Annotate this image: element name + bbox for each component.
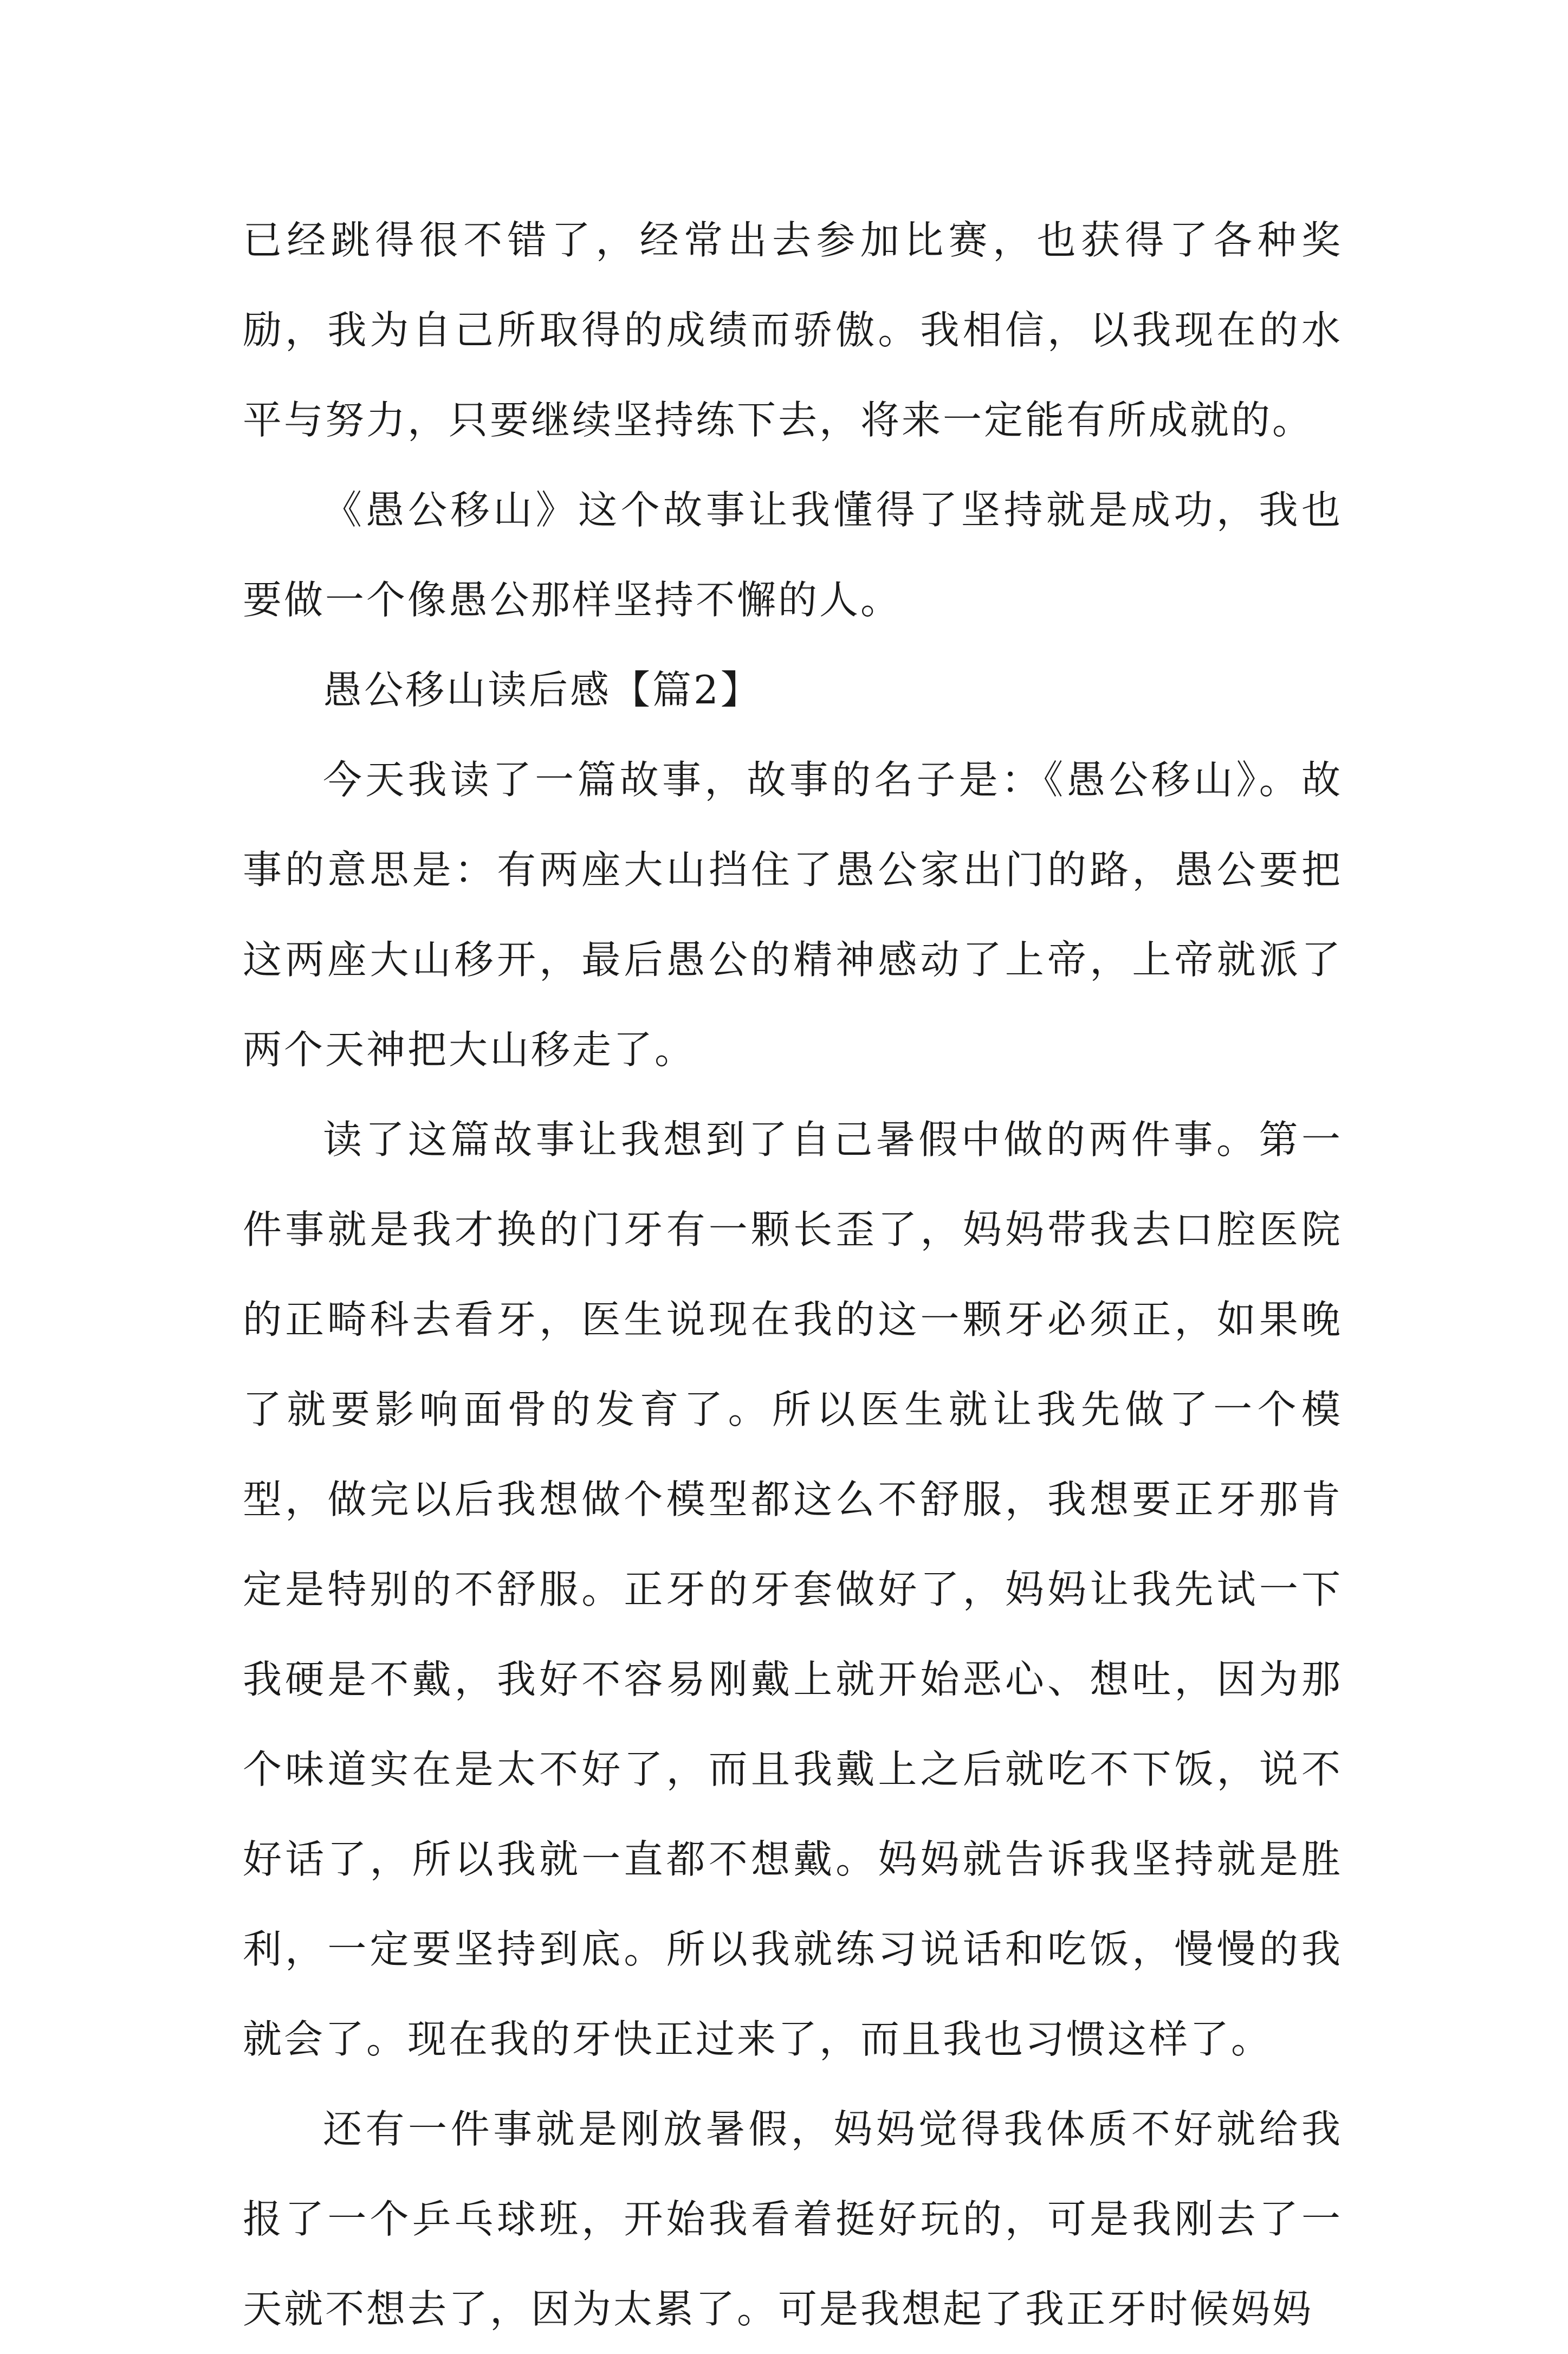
- document-body: [243, 195, 1343, 2354]
- paragraph-5: 还有一件事就是刚放暑假，妈妈觉得我体质不好就给我报了一个乒乓球班，开始我看着挺好玩的，可是我刚去了一天就不想去了，因为太累了。可是我想起了我正牙时候妈妈: [243, 2106, 1343, 2332]
- section-heading: 愚公移山读后感【篇2】: [323, 667, 762, 713]
- paragraph-3: 今天我读了一篇故事，故事的名子是：《愚公移山》。故事的意思是：有两座大山挡住了愚公家出门的路，愚公要把这两座大山移开，最后愚公的精神感动了上帝，上帝就派了两个天神把大山移走了。: [243, 757, 1343, 1072]
- paragraph-2: 《愚公移山》这个故事让我懂得了坚持就是成功，我也要做一个像愚公那样坚持不懈的人。: [243, 487, 1343, 623]
- paragraph-1: 已经跳得很不错了，经常出去参加比赛，也获得了各种奖励，我为自己所取得的成绩而骄傲。我相信，以我现在的水平与努力，只要继续坚持练下去，将来一定能有所成就的。: [243, 217, 1343, 443]
- paragraph-4: 读了这篇故事让我想到了自己暑假中做的两件事。第一件事就是我才换的门牙有一颗长歪了，妈妈带我去口腔医院的正畸科去看牙，医生说现在我的这一颗牙必须正，如果晚了就要影响面骨的发育了。所以医生就让我先做了一个模型，做完以后我想做个模型都这么不舒服，我想要正牙那肯定是特别的不舒服。正牙的牙套做好了，妈妈让我先试一下我硬是不戴，我好不容易刚戴上就开始恶心、想吐，因为那个味道实在是太不好了，而且我戴上之后就吃不下饭，说不好话了，所以我就一直都不想戴。妈妈就告诉我坚持就是胜利，一定要坚持到底。所以我就练习说话和吃饭，慢慢的我就会了。现在我的牙快正过来了，而且我也习惯这样了。: [243, 1117, 1343, 2062]
